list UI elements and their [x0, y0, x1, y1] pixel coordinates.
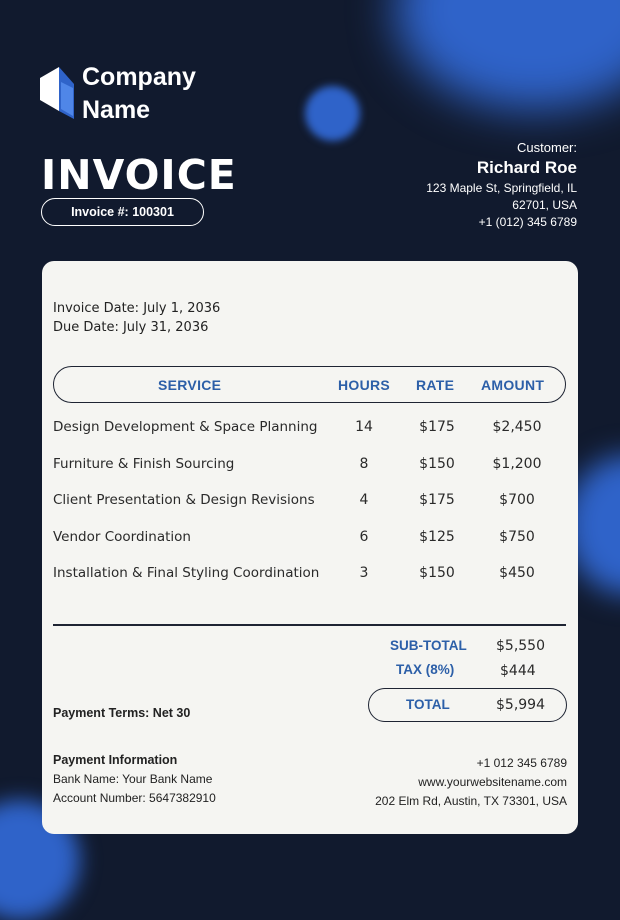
table-row [53, 456, 566, 476]
row-rate: $175 [419, 419, 455, 435]
table-row [53, 565, 566, 585]
row-amount: $450 [499, 565, 535, 581]
table-row [53, 419, 566, 439]
subtotal-value: $5,550 [496, 638, 545, 654]
company-name-line1: Company [82, 63, 196, 91]
row-amount: $700 [499, 492, 535, 508]
row-rate: $175 [419, 492, 455, 508]
contact-website[interactable]: www.yourwebsitename.com [418, 775, 567, 789]
payment-info [53, 751, 216, 808]
row-hours: 8 [359, 456, 369, 472]
company-name-line2: Name [82, 96, 151, 124]
row-hours: 14 [355, 419, 373, 435]
total-value: $5,994 [496, 697, 545, 713]
row-rate: $125 [419, 529, 455, 545]
totals-divider [53, 624, 566, 626]
row-service: Vendor Coordination [53, 529, 191, 545]
customer-name: Richard Roe [476, 158, 577, 177]
total-pill [368, 688, 567, 722]
account-number: Account Number: 5647382910 [53, 791, 216, 805]
customer-label: Customer: [517, 140, 577, 155]
header-rate: RATE [416, 377, 455, 393]
total-label: TOTAL [406, 697, 450, 712]
row-hours: 3 [359, 565, 369, 581]
customer-address-line2: 62701, USA [512, 198, 577, 212]
table-row [53, 529, 566, 549]
customer-phone: +1 (012) 345 6789 [478, 215, 577, 229]
row-service: Furniture & Finish Sourcing [53, 456, 235, 472]
subtotal-label: SUB-TOTAL [390, 638, 467, 653]
row-service: Design Development & Space Planning [53, 419, 318, 435]
row-amount: $2,450 [492, 419, 542, 435]
hexagon-logo-icon [40, 64, 76, 122]
due-date: Due Date: July 31, 2036 [53, 320, 209, 335]
payment-terms: Payment Terms: Net 30 [53, 706, 191, 720]
invoice-number-badge: Invoice #: 100301 [41, 198, 204, 226]
table-header [53, 366, 566, 403]
decorative-blob-top-right [395, 0, 620, 110]
invoice-dates [53, 299, 220, 337]
contact-address: 202 Elm Rd, Austin, TX 73301, USA [375, 794, 567, 808]
row-rate: $150 [419, 565, 455, 581]
decorative-blob-small [305, 86, 360, 141]
row-amount: $1,200 [492, 456, 542, 472]
header-service: SERVICE [158, 377, 222, 393]
company-contact [375, 754, 567, 811]
header-amount: AMOUNT [481, 377, 545, 393]
company-name [82, 61, 282, 127]
row-rate: $150 [419, 456, 455, 472]
row-service: Installation & Final Styling Coordination [53, 565, 320, 581]
header-hours: HOURS [338, 377, 391, 393]
contact-phone: +1 012 345 6789 [476, 756, 567, 770]
table-row [53, 492, 566, 512]
row-amount: $750 [499, 529, 535, 545]
invoice-card [42, 261, 578, 834]
customer-block [426, 139, 577, 231]
row-hours: 4 [359, 492, 369, 508]
invoice-date: Invoice Date: July 1, 2036 [53, 301, 221, 316]
tax-value: $444 [500, 663, 536, 679]
payment-info-title: Payment Information [53, 753, 178, 767]
tax-label: TAX (8%) [396, 662, 455, 677]
row-service: Client Presentation & Design Revisions [53, 492, 315, 508]
row-hours: 6 [359, 529, 369, 545]
invoice-title: INVOICE [41, 151, 237, 199]
customer-address-line1: 123 Maple St, Springfield, IL [426, 181, 577, 195]
bank-name: Bank Name: Your Bank Name [53, 772, 213, 786]
